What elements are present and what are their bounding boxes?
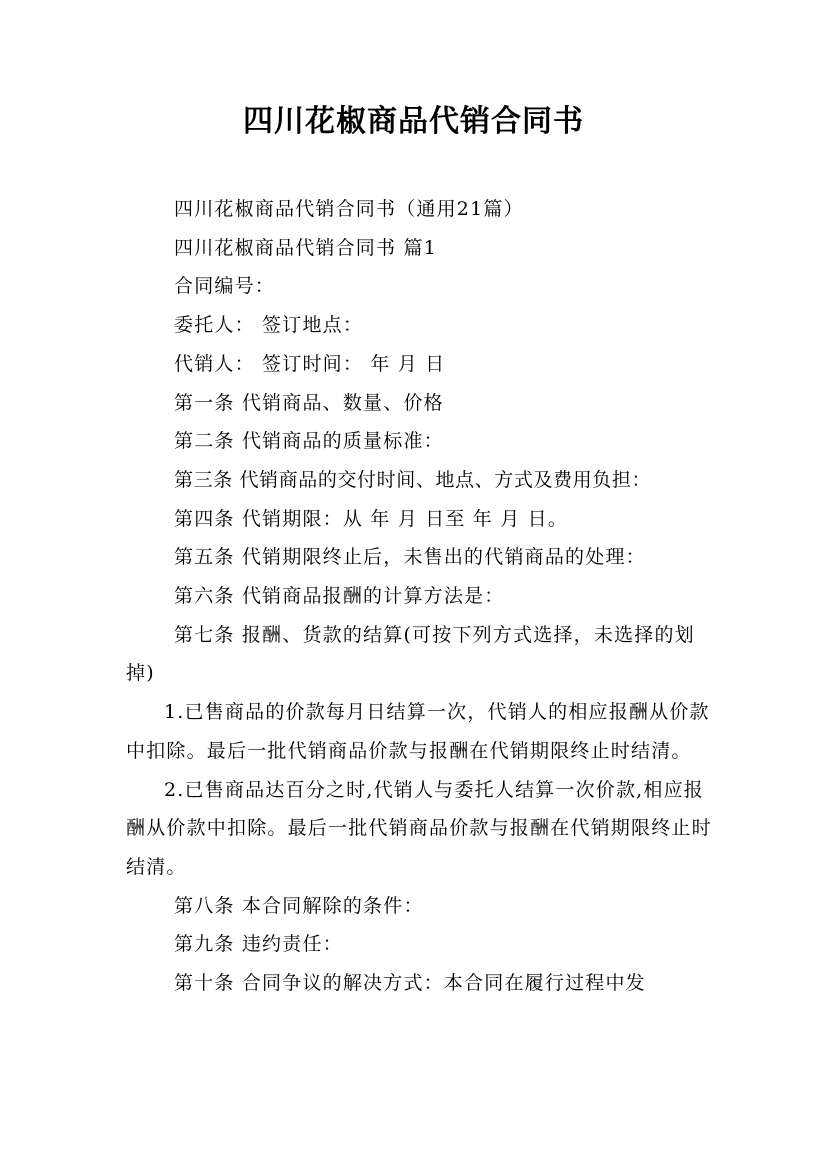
paragraph-article-4: 第四条 代销期限：从 年 月 日至 年 月 日。 bbox=[174, 507, 569, 530]
document-body bbox=[126, 190, 716, 1003]
paragraph-principal: 委托人： 签订地点： bbox=[174, 314, 364, 337]
paragraph-option-1: 1.已售商品的价款每月日结算一次，代销人的相应报酬从价款中扣除。最后一批代销商品价款与报酬在代销期限终止时结清。 bbox=[126, 701, 710, 762]
paragraph-article-8: 第八条 本合同解除的条件： bbox=[174, 894, 424, 917]
paragraph-article-7: 第七条 报酬、货款的结算(可按下列方式选择，未选择的划掉) bbox=[126, 623, 695, 685]
page-title: 四川花椒商品代销合同书 bbox=[243, 104, 584, 139]
paragraph-article-2: 第二条 代销商品的质量标准： bbox=[174, 430, 444, 453]
paragraph-article-1: 第一条 代销商品、数量、价格 bbox=[174, 391, 444, 414]
paragraph-article-6: 第六条 代销商品报酬的计算方法是： bbox=[174, 585, 505, 608]
paragraph-contract-number: 合同编号： bbox=[174, 275, 276, 298]
paragraph-agent: 代销人： 签订时间： 年 月 日 bbox=[174, 352, 446, 375]
paragraph-article-10: 第十条 合同争议的解决方式：本合同在履行过程中发 bbox=[174, 972, 646, 995]
paragraph-section-title: 四川花椒商品代销合同书 篇1 bbox=[174, 236, 437, 259]
paragraph-article-5: 第五条 代销期限终止后，未售出的代销商品的处理： bbox=[174, 546, 646, 569]
paragraph-article-9: 第九条 违约责任： bbox=[174, 933, 343, 956]
paragraph-article-3: 第三条 代销商品的交付时间、地点、方式及费用负担： bbox=[174, 468, 652, 491]
paragraph-heading: 四川花椒商品代销合同书（通用21篇） bbox=[174, 198, 524, 220]
paragraph-option-2: 2.已售商品达百分之时,代销人与委托人结算一次价款,相应报酬从价款中扣除。最后一批代销商品价款与报酬在代销期限终止时结清。 bbox=[126, 778, 712, 878]
